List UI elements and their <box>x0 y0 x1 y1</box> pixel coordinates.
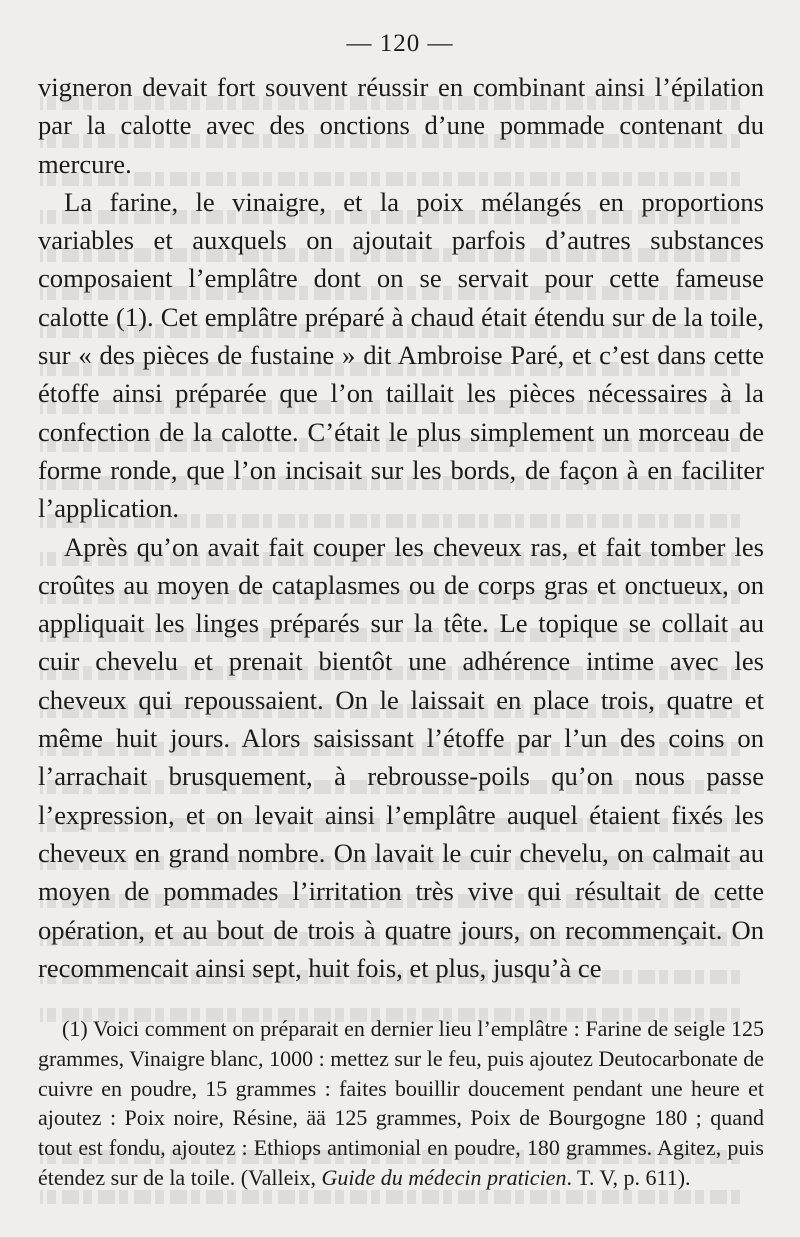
paragraph: La farine, le vinaigre, et la poix mélangés en proportions variables et auxquels on ajoutait parfois d’autres substances composaient l’emplâtre dont on se servait pour cette fameuse calotte (1). Cet emplâtre préparé à chaud était étendu sur de la toile, sur « des pièces de fustaine » dit Ambroise Paré, et c’est dans cette étoffe ainsi préparée que l’on taillait les pièces nécessaires à la confection de la calotte. C’était le plus simplement un morceau de forme ronde, que l’on incisait sur les bords, de façon à en faciliter l’application. <box>38 186 764 524</box>
footnote-source-ref: . T. V, p. 611). <box>566 1164 691 1190</box>
footnote-paragraph <box>38 1014 764 1193</box>
footnote <box>38 1014 764 1193</box>
footnote-source-title: Guide du médecin praticien <box>321 1164 567 1190</box>
main-text <box>38 68 764 987</box>
footnote-text: (1) Voici comment on préparait en dernier lieu l’emplâtre : Farine de seigle 125 grammes, Vinaigre blanc, 1000 : mettez sur le feu, puis ajoutez Deutocarbonate de cuivre en poudre, 15 grammes : faites bouillir doucement pendant une heure et ajoutez : Poix noire, Résine, ää 125 grammes, Poix de Bourgogne 180 ; quand tout est fondu, ajoutez : Ethiops antimonial en poudre, 180 grammes. Agitez, puis étendez sur de la toile. (Valleix, <box>38 1016 764 1190</box>
page-number: — 120 — <box>346 30 454 57</box>
paragraph: vigneron devait fort souvent réussir en combinant ainsi l’épilation par la calotte avec des onctions d’une pommade contenant du mercure. <box>38 72 764 179</box>
paragraph: Après qu’on avait fait couper les cheveux ras, et fait tomber les croûtes au moyen de cataplasmes ou de corps gras et onctueux, on appliquait les linges préparés sur la tête. Le topique se collait au cuir chevelu et prenait bientôt une adhérence intime avec les cheveux qui repoussaient. On le laissait en place trois, quatre et même huit jours. Alors saisissant l’étoffe par l’un des coins on l’arrachait brusquement, à rebrousse-poils qu’on nous passe l’expression, et on levait ainsi l’emplâtre auquel étaient fixés les cheveux en grand nombre. On lavait le cuir chevelu, on calmait au moyen de pommades l’irritation très vive qui résultait de cette opération, et au bout de trois à quatre jours, on recommençait. On recommencait ainsi sept, huit fois, et plus, jusqu’à ce <box>38 531 764 983</box>
